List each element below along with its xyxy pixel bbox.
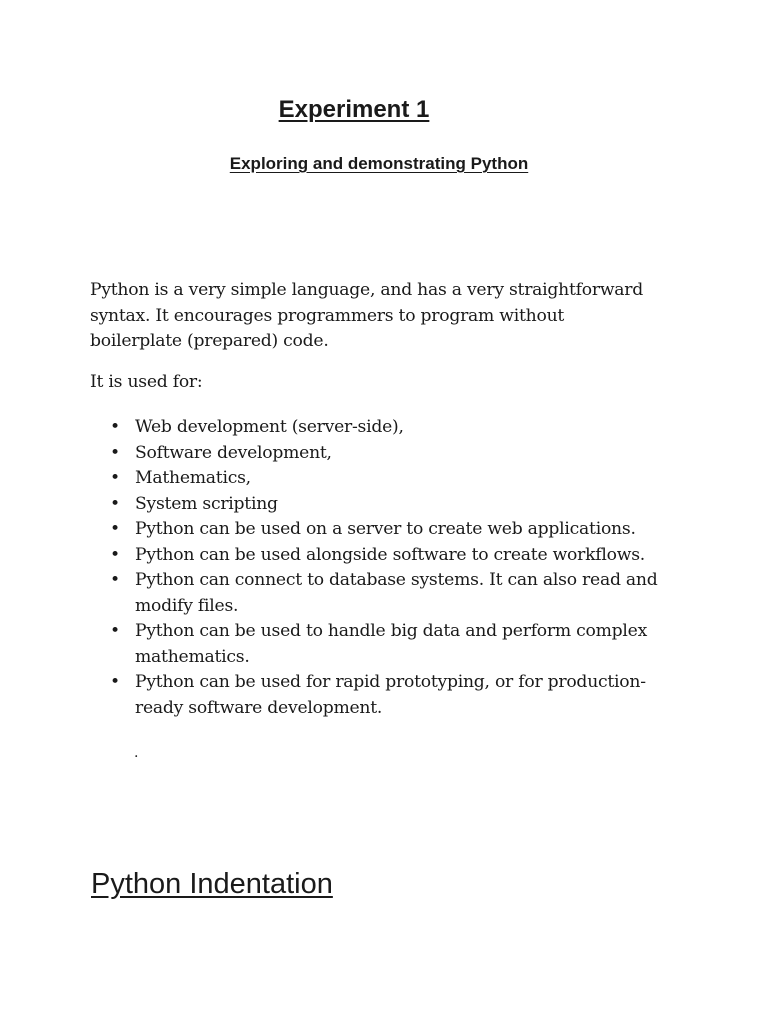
list-item-text: Python can be used to handle big data and perform complex [135,621,648,641]
intro-line: syntax. It encourages programmers to program without [90,305,565,326]
used-for-label: It is used for: [90,372,203,392]
list-item-text: Python can be used on a server to create web applications. [135,519,636,539]
list-item [90,517,690,543]
list-item-text: Web development (server-side), [135,417,404,437]
list-item-text: modify files. [135,595,239,616]
list-item [90,441,690,467]
list-item [90,466,690,492]
list-item-text: Python can be used for rapid prototyping, or for production- [135,672,646,692]
list-item [90,492,690,518]
bullet-icon: • [110,570,120,590]
bullet-icon: • [110,493,120,514]
intro-line: boilerplate (prepared) code. [90,331,329,351]
list-item [90,619,690,670]
bullet-icon: • [110,621,120,641]
bullet-icon: • [110,417,120,437]
section-heading: Python Indentation [91,868,333,900]
bullet-icon: • [110,442,120,463]
document-title: Experiment 1 [278,96,430,123]
bullet-icon: • [110,468,120,488]
trailing-dot: . [134,745,139,761]
uses-list [90,415,690,721]
bullet-icon: • [110,672,120,692]
list-item-text: Python can be used alongside software to create workflows. [135,544,645,565]
intro-paragraph [90,278,690,355]
list-item-text: mathematics. [135,646,250,667]
list-item [90,543,690,569]
list-item [90,670,690,721]
bullet-icon: • [110,544,120,565]
list-item [90,415,690,441]
list-item [90,568,690,619]
list-item-text: Mathematics, [135,468,251,488]
bullet-icon: • [110,519,120,539]
document-subtitle: Exploring and demonstrating Python [229,154,529,173]
list-item-text: Python can connect to database systems. It can also read and [135,570,658,590]
list-item-text: Software development, [135,442,332,463]
list-item-text: ready software development. [135,697,383,718]
list-item-text: System scripting [135,493,278,514]
intro-line: Python is a very simple language, and has a very straightforward [90,280,644,300]
